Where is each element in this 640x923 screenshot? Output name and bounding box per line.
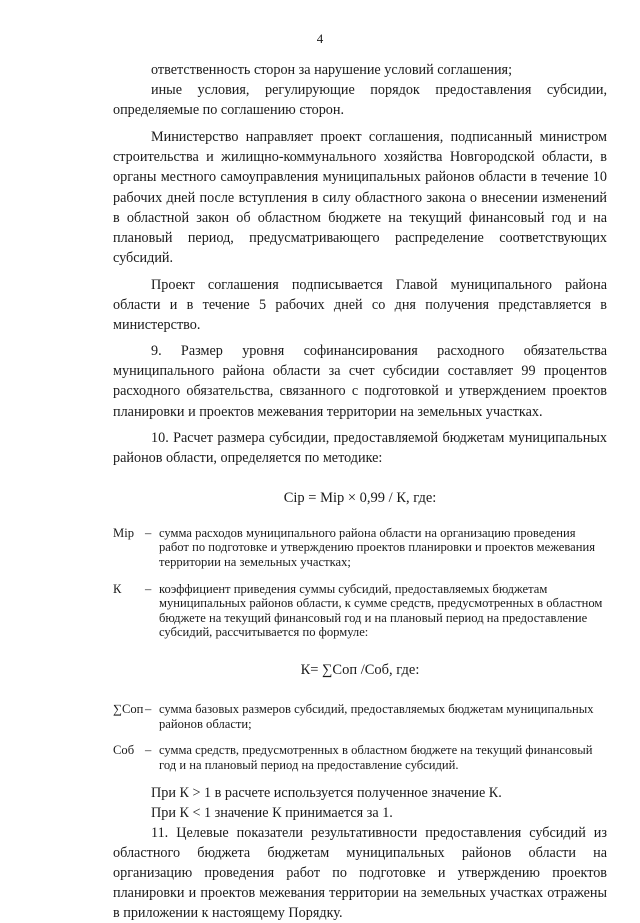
definition-item [113,582,607,640]
paragraph: ответственность сторон за нарушение условий соглашения; [151,62,513,78]
definition-symbol: Мip [113,525,134,540]
definition-text: сумма базовых размеров субсидий, предоставляемых бюджетам муниципальных районов области; [159,702,594,731]
page-number: 4 [316,31,324,46]
paragraph: При К > 1 в расчете используется полученное значение К. [151,784,502,801]
paragraph: 9. Размер уровня софинансирования расходного обязательства муниципального района области за счет субсидии составляет 99 процентов расходного обязательства, связанного с подготовкой и утверждением проектов планировки и проектов межевания территории на земельных участках. [113,343,607,420]
paragraph: иные условия, регулирующие порядок предоставления субсидии, определяемые по соглашению сторон. [113,82,607,119]
document-body [113,60,607,923]
paragraph: При К < 1 значение К принимается за 1. [151,804,393,821]
formula-coefficient: К= ∑Соп /Соб, где: [300,662,420,679]
definition-dash: – [145,702,152,717]
definition-item [113,526,607,570]
definition-text: коэффициент приведения суммы субсидий, предоставляемых бюджетам муниципальных районов области, к сумме средств, предусмотренных в областном бюджете на текущий финансовый год и на плановый период на предоставление субсидий, рассчитывается по формуле: [159,581,603,640]
definitions-list [113,702,607,772]
formula-subsidy: Сip = Мip × 0,99 / К, где: [283,489,437,506]
paragraph: 11. Целевые показатели результативности предоставления субсидий из областного бюджета бюджетам муниципальных районов области на организацию проведения работ по подготовке и утверждению проектов планировки и проектов межевания территории на земельных участках отражены в приложении к настоящему Порядку. [113,824,607,922]
definitions-list [113,526,607,640]
definition-dash: – [145,581,152,596]
definition-symbol: Соб [113,743,135,758]
paragraph: Министерство направляет проект соглашения, подписанный министром строительства и жилищно-коммунального хозяйства Новгородской области, в органы местного самоуправления муниципальных районов области в течение 10 рабочих дней после вступления в силу областного закона о внесении изменений в областной закон об областном бюджете на текущий финансовый год и на плановый период, предусматривающего распределение соответствующих субсидий. [113,129,607,266]
definition-dash: – [145,743,152,758]
definition-dash: – [145,525,152,540]
definition-symbol: К [113,581,122,596]
definition-text: сумма расходов муниципального района области на организацию проведения работ по подготовке и утверждению проектов планировки и проектов межевания территории на земельных участках; [159,525,596,570]
definition-symbol: ∑Соп [113,702,144,717]
paragraph: 10. Расчет размера субсидии, предоставляемой бюджетам муниципальных районов области, определяется по методике: [113,429,607,466]
definition-item [113,702,607,731]
paragraph: Проект соглашения подписывается Главой муниципального района области и в течение 5 рабочих дней со дня получения представляется в министерство. [113,276,607,334]
definition-text: сумма средств, предусмотренных в областном бюджете на текущий финансовый год и на плановый период на предоставление субсидий. [159,743,593,772]
definition-item [113,743,607,772]
